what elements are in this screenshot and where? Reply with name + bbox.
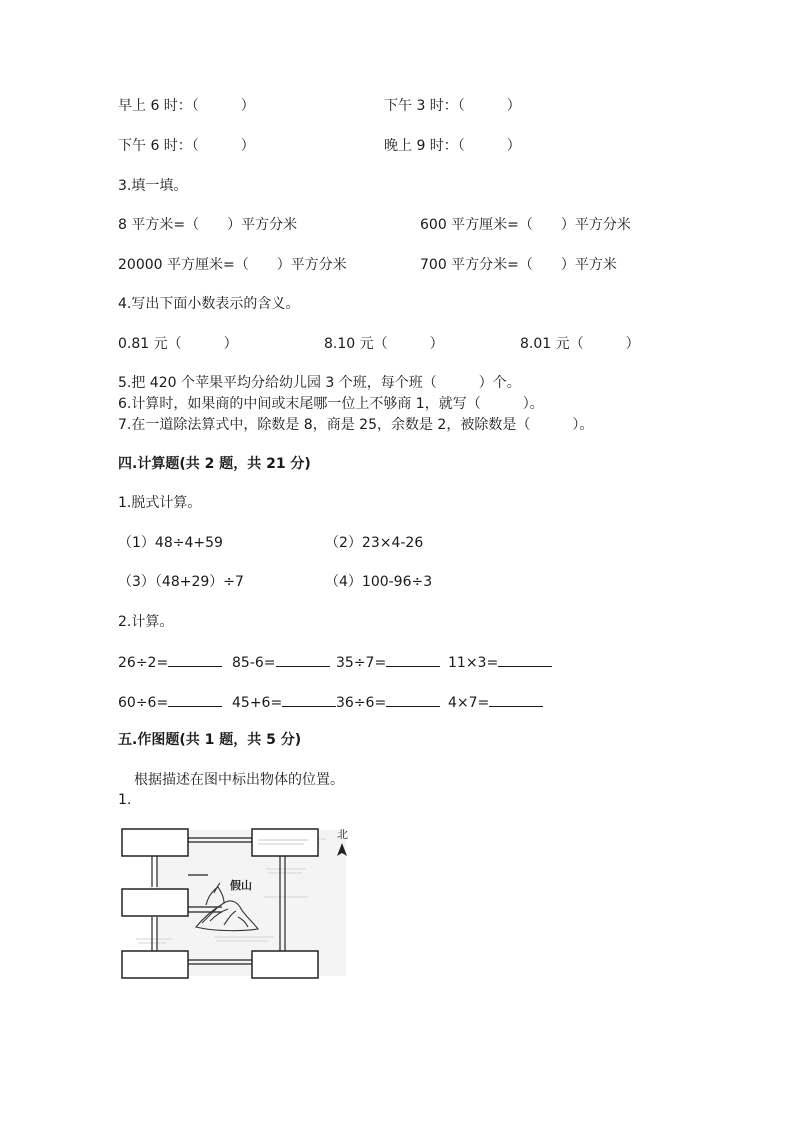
location-box-bottom-right[interactable]	[252, 951, 318, 978]
time-item-morning-6: 早上 6 时：（ ）	[118, 98, 255, 114]
question-3-title: 3.填一填。	[118, 178, 188, 194]
calc-item-4: （4）100-96÷3	[325, 574, 433, 590]
q3-item-2: 600 平方厘米=（ ）平方分米	[420, 217, 631, 233]
location-box-top-right[interactable]	[252, 829, 318, 856]
answer-blank[interactable]	[276, 652, 330, 667]
question-5: 5.把 420 个苹果平均分给幼儿园 3 个班，每个班（ ）个。	[118, 375, 521, 391]
time-item-afternoon-6: 下午 6 时：（ ）	[118, 138, 255, 154]
section-5-q-number: 1.	[118, 792, 132, 808]
quick-calc-item: 35÷7=	[336, 652, 440, 672]
section-4-q1-title: 1.脱式计算。	[118, 495, 202, 511]
section-5-instruction: 根据描述在图中标出物体的位置。	[134, 772, 344, 788]
answer-blank[interactable]	[386, 652, 440, 667]
section-4-q2-title: 2.计算。	[118, 614, 174, 630]
quick-calc-item: 11×3=	[448, 652, 552, 672]
answer-blank[interactable]	[386, 692, 440, 707]
q3-item-3: 20000 平方厘米=（ ）平方分米	[118, 257, 347, 273]
location-box-middle-left[interactable]	[122, 889, 188, 916]
question-7: 7.在一道除法算式中，除数是 8，商是 25，余数是 2，被除数是（ ）。	[118, 417, 594, 433]
quick-calc-item: 26÷2=	[118, 652, 222, 672]
q4-item-3: 8.01 元（ ）	[520, 336, 640, 352]
q3-item-4: 700 平方分米=（ ）平方米	[420, 257, 617, 273]
answer-blank[interactable]	[168, 692, 222, 707]
quick-calc-item: 36÷6=	[336, 692, 440, 712]
calc-item-1: （1）48÷4+59	[118, 535, 223, 551]
position-diagram	[118, 825, 350, 980]
calc-item-2: （2）23×4-26	[325, 535, 424, 551]
quick-calc-item: 4×7=	[448, 692, 543, 712]
time-item-evening-9: 晚上 9 时：（ ）	[384, 138, 521, 154]
north-label: 北	[337, 828, 348, 841]
section-4-title: 四.计算题(共 2 题，共 21 分)	[118, 456, 311, 472]
hill-label: 假山	[230, 879, 252, 892]
question-6: 6.计算时，如果商的中间或末尾哪一位上不够商 1，就写（ ）。	[118, 396, 544, 412]
question-4-title: 4.写出下面小数表示的含义。	[118, 296, 300, 312]
answer-blank[interactable]	[168, 652, 222, 667]
q4-item-1: 0.81 元（ ）	[118, 336, 238, 352]
location-box-bottom-left[interactable]	[122, 951, 188, 978]
quick-calc-item: 85-6=	[232, 652, 330, 672]
q3-item-1: 8 平方米=（ ）平方分米	[118, 217, 298, 233]
section-5-title: 五.作图题(共 1 题，共 5 分)	[118, 732, 302, 748]
time-item-afternoon-3: 下午 3 时：（ ）	[384, 98, 521, 114]
calc-item-3: （3）（48+29）÷7	[118, 574, 244, 590]
answer-blank[interactable]	[498, 652, 552, 667]
q4-item-2: 8.10 元（ ）	[324, 336, 444, 352]
location-box-top-left[interactable]	[122, 829, 188, 856]
quick-calc-item: 60÷6=	[118, 692, 222, 712]
answer-blank[interactable]	[489, 692, 543, 707]
quick-calc-item: 45+6=	[232, 692, 336, 712]
answer-blank[interactable]	[282, 692, 336, 707]
